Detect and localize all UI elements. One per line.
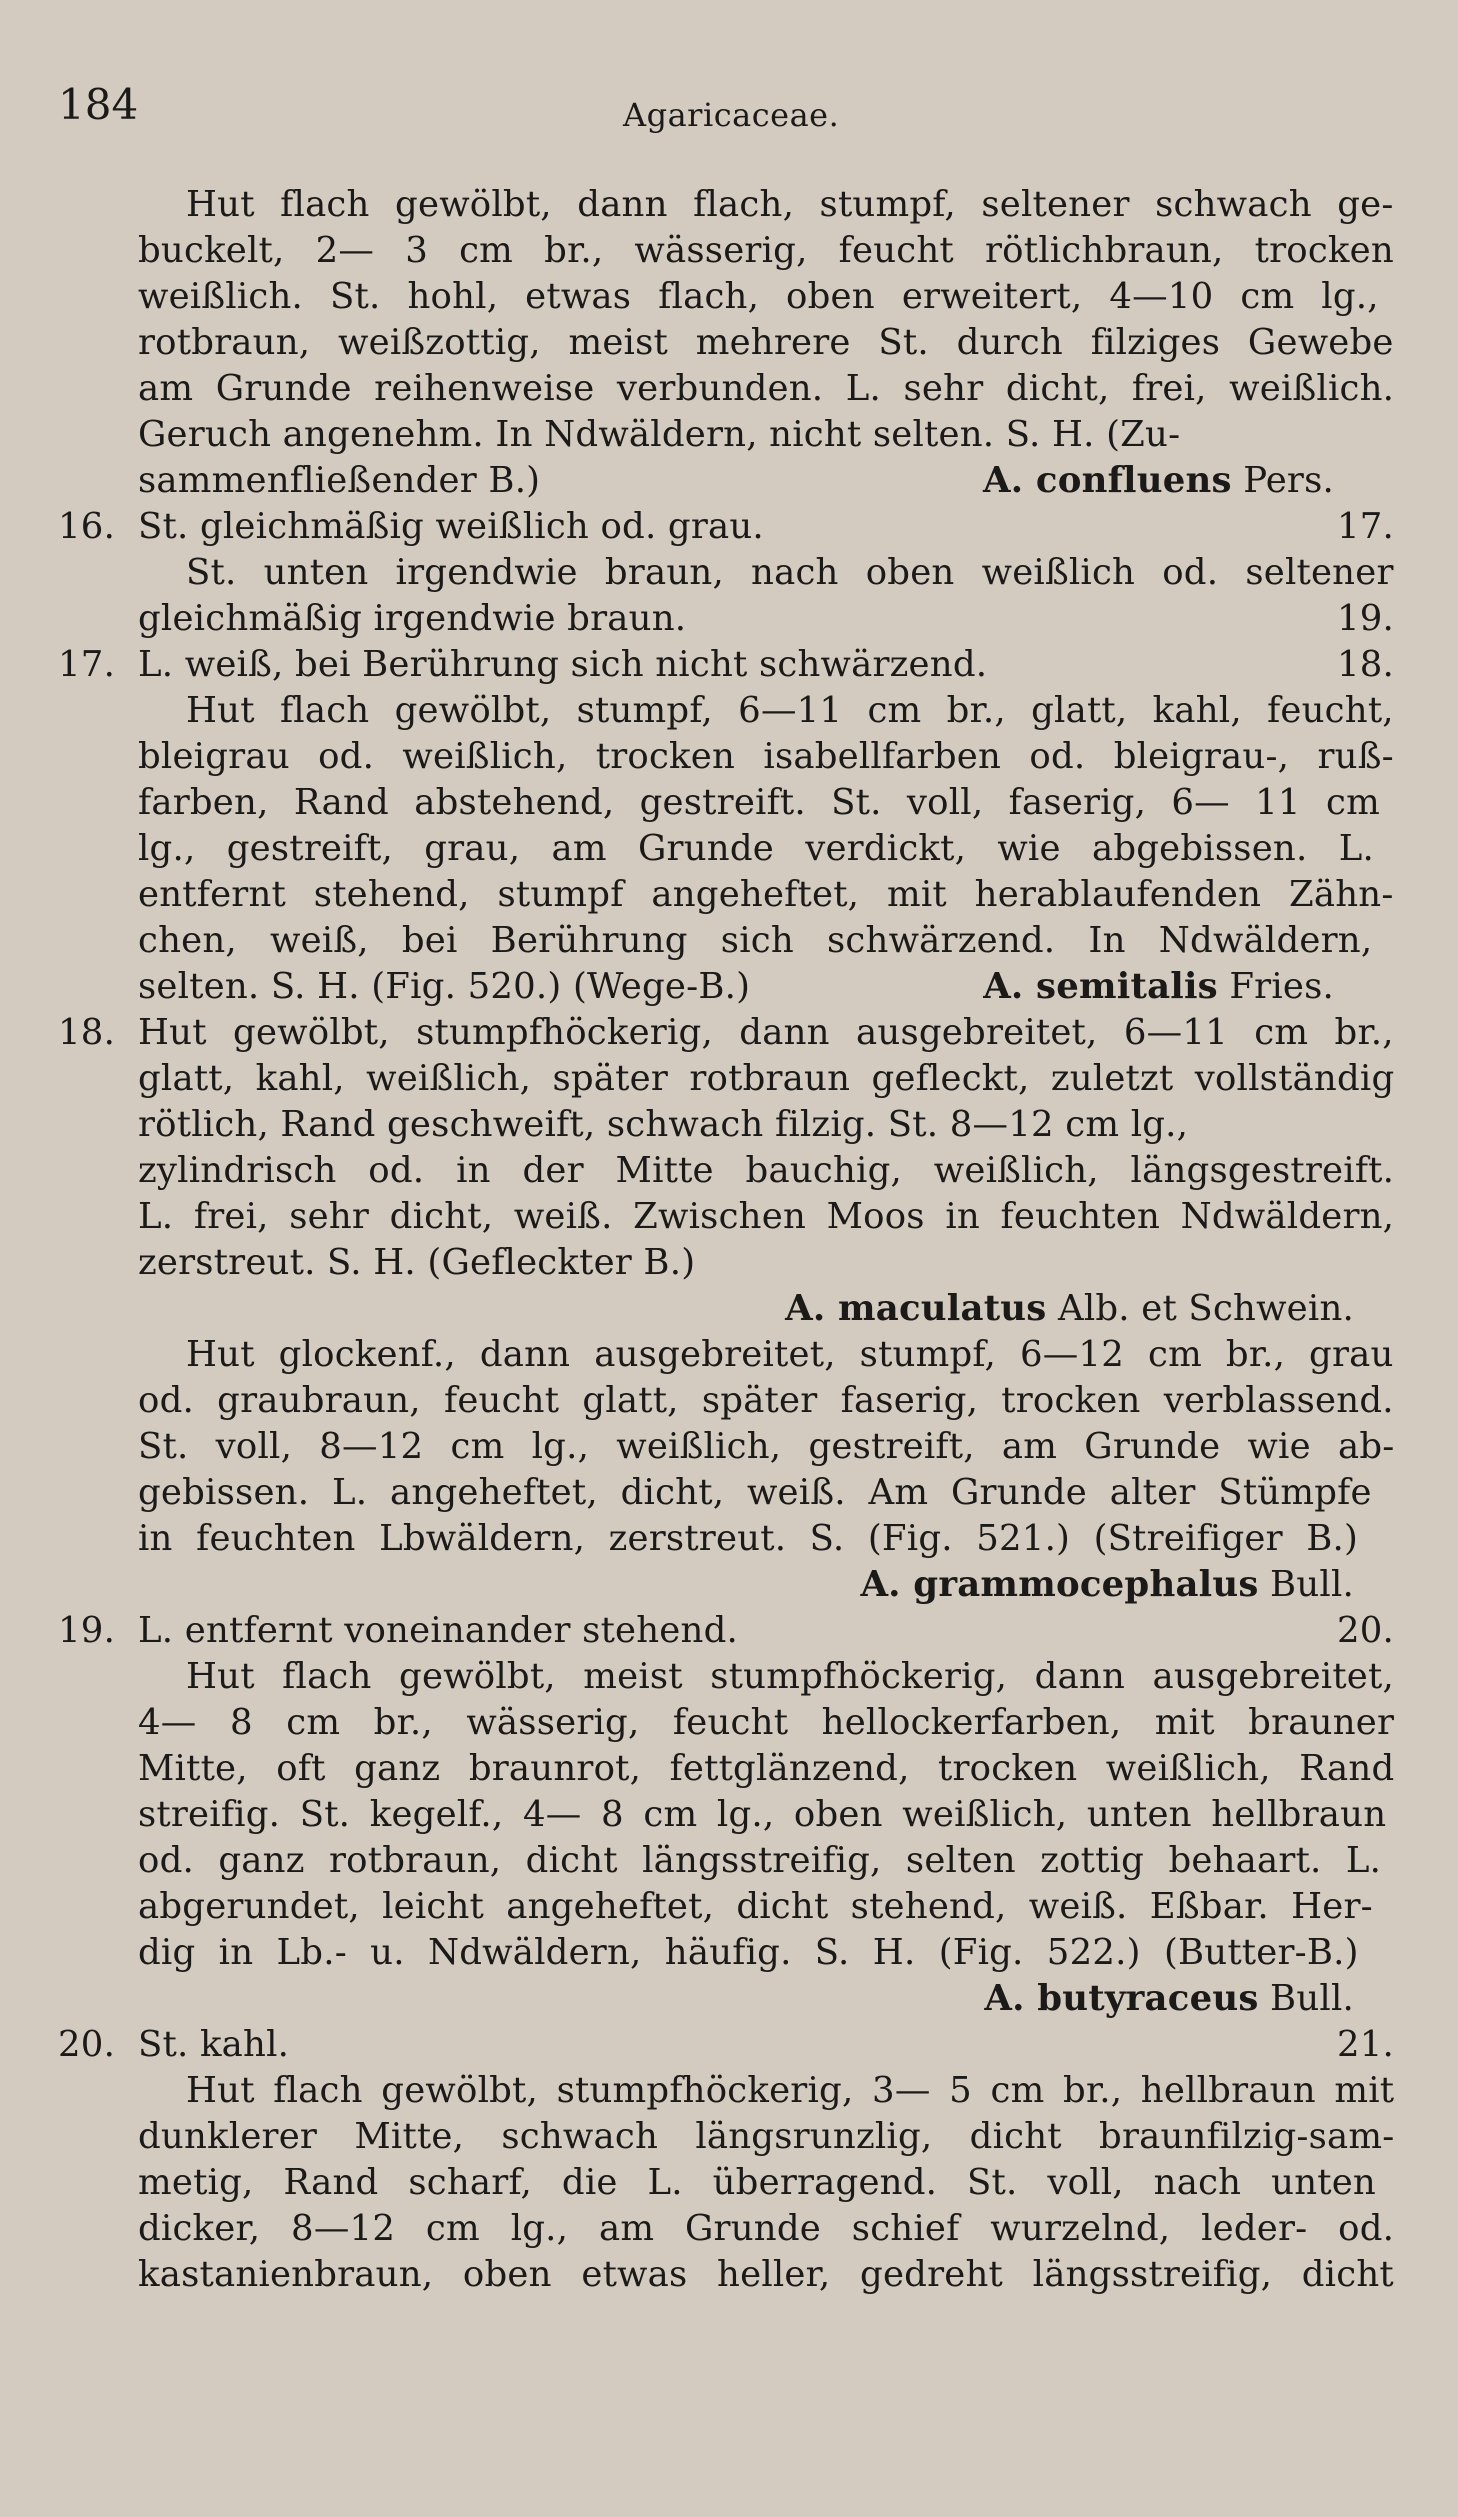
- text-line: [58, 1470, 1394, 1516]
- text-line: [58, 2206, 1394, 2252]
- line-text: entfernt stehend, stumpf angeheftet, mit herablaufenden Zähn-: [138, 874, 1394, 915]
- text-line: [58, 1194, 1394, 1240]
- line-text: gleichmäßig irgendwie braun.: [138, 598, 687, 639]
- line-text: Hut flach gewölbt, stumpfhöckerig, 3— 5 cm br., hellbraun mit: [186, 2070, 1395, 2111]
- line-text: od. graubraun, feucht glatt, später faserig, trocken verblassend.: [138, 1380, 1394, 1421]
- text-line: [58, 412, 1394, 458]
- text-line: [58, 504, 1394, 550]
- line-text: Hut gewölbt, stumpfhöckerig, dann ausgebreitet, 6—11 cm br.,: [138, 1012, 1394, 1053]
- species-epithet: A. grammocephalus: [860, 1564, 1259, 1605]
- text-line: [58, 1838, 1394, 1884]
- text-line: [58, 1654, 1394, 1700]
- species-author: Bull.: [1258, 1978, 1354, 2019]
- line-text: St. gleichmäßig weißlich od. grau.: [138, 506, 764, 547]
- line-text: chen, weiß, bei Berührung sich schwärzend. In Ndwäldern,: [138, 920, 1373, 961]
- text-line: [58, 826, 1394, 872]
- text-line: [58, 1240, 1394, 1286]
- species-name: [984, 1976, 1354, 2022]
- text-line: [58, 1976, 1394, 2022]
- text-line: [58, 1148, 1394, 1194]
- line-text: St. unten irgendwie braun, nach oben weißlich od. seltener: [186, 552, 1394, 593]
- reference-number: 19.: [1336, 598, 1394, 639]
- line-text: buckelt, 2— 3 cm br., wässerig, feucht rötlichbraun, trocken: [138, 230, 1394, 271]
- text-line: [58, 1516, 1394, 1562]
- species-epithet: A. butyraceus: [984, 1978, 1259, 2019]
- text-line: [58, 734, 1394, 780]
- line-text: selten. S. H. (Fig. 520.) (Wege-B.): [138, 966, 751, 1007]
- species-author: Alb. et Schwein.: [1046, 1288, 1354, 1329]
- line-text: St. voll, 8—12 cm lg., weißlich, gestreift, am Grunde wie ab-: [138, 1426, 1395, 1467]
- key-text: [58, 182, 1394, 2298]
- line-text: L. weiß, bei Berührung sich nicht schwärzend.: [138, 644, 988, 685]
- line-text: 4— 8 cm br., wässerig, feucht hellockerfarben, mit brauner: [138, 1702, 1395, 1743]
- species-author: Fries.: [1217, 966, 1334, 1007]
- text-line: [58, 550, 1394, 596]
- line-text: Hut flach gewölbt, stumpf, 6—11 cm br., glatt, kahl, feucht,: [186, 690, 1394, 731]
- text-line: [58, 182, 1394, 228]
- text-line: [58, 642, 1394, 688]
- line-text: St. kahl.: [138, 2024, 290, 2065]
- species-name: [983, 964, 1334, 1010]
- text-line: [58, 1792, 1394, 1838]
- text-line: [58, 1286, 1394, 1332]
- line-text: dig in Lb.- u. Ndwäldern, häufig. S. H. (Fig. 522.) (Butter-B.): [138, 1932, 1359, 1973]
- text-line: [58, 2160, 1394, 2206]
- line-text: bleigrau od. weißlich, trocken isabellfarben od. bleigrau-, ruß-: [138, 736, 1394, 777]
- text-line: [58, 274, 1394, 320]
- line-text: rötlich, Rand geschweift, schwach filzig. St. 8—12 cm lg.,: [138, 1104, 1189, 1145]
- line-text: farben, Rand abstehend, gestreift. St. voll, faserig, 6— 11 cm: [138, 782, 1380, 823]
- text-line: [58, 1378, 1394, 1424]
- text-line: [58, 1746, 1394, 1792]
- text-line: [58, 780, 1394, 826]
- text-line: [58, 1930, 1394, 1976]
- line-text: zerstreut. S. H. (Gefleckter B.): [138, 1242, 696, 1283]
- species-name: [983, 458, 1334, 504]
- species-epithet: A. maculatus: [785, 1288, 1047, 1329]
- line-text: gebissen. L. angeheftet, dicht, weiß. Am Grunde alter Stümpfe: [138, 1472, 1372, 1513]
- text-line: [58, 596, 1394, 642]
- species-name: [860, 1562, 1354, 1608]
- line-text: lg., gestreift, grau, am Grunde verdickt, wie abgebissen. L.: [138, 828, 1374, 869]
- running-head: Agaricaceae.: [623, 96, 840, 134]
- text-line: [58, 1102, 1394, 1148]
- reference-number: 17.: [1336, 506, 1394, 547]
- line-text: kastanienbraun, oben etwas heller, gedreht längsstreifig, dicht: [138, 2254, 1394, 2295]
- line-text: L. entfernt voneinander stehend.: [138, 1610, 738, 1651]
- line-text: weißlich. St. hohl, etwas flach, oben erweitert, 4—10 cm lg.,: [138, 276, 1379, 317]
- line-text: Hut glockenf., dann ausgebreitet, stumpf, 6—12 cm br., grau: [186, 1334, 1394, 1375]
- couplet-number: 19.: [58, 1610, 116, 1651]
- line-text: metig, Rand scharf, die L. überragend. St. voll, nach unten: [138, 2162, 1376, 2203]
- line-text: am Grunde reihenweise verbunden. L. sehr dicht, frei, weißlich.: [138, 368, 1395, 409]
- couplet-number: 16.: [58, 506, 116, 547]
- text-line: [58, 1562, 1394, 1608]
- line-text: Hut flach gewölbt, dann flach, stumpf, seltener schwach ge-: [186, 184, 1394, 225]
- line-text: Mitte, oft ganz braunrot, fettglänzend, trocken weißlich, Rand: [138, 1748, 1395, 1789]
- text-line: [58, 1608, 1394, 1654]
- line-text: od. ganz rotbraun, dicht längsstreifig, selten zottig behaart. L.: [138, 1840, 1382, 1881]
- text-line: [58, 872, 1394, 918]
- text-line: [58, 1010, 1394, 1056]
- text-line: [58, 964, 1394, 1010]
- text-line: [58, 688, 1394, 734]
- text-line: [58, 1884, 1394, 1930]
- text-line: [58, 2068, 1394, 2114]
- reference-number: 18.: [1336, 644, 1394, 685]
- line-text: rotbraun, weißzottig, meist mehrere St. durch filziges Gewebe: [138, 322, 1394, 363]
- line-text: zylindrisch od. in der Mitte bauchig, weißlich, längsgestreift.: [138, 1150, 1395, 1191]
- text-line: [58, 458, 1394, 504]
- line-text: sammenfließender B.): [138, 460, 541, 501]
- text-line: [58, 1700, 1394, 1746]
- page-header: [58, 80, 1396, 140]
- line-text: Geruch angenehm. In Ndwäldern, nicht selten. S. H. (Zu-: [138, 414, 1181, 455]
- line-text: abgerundet, leicht angeheftet, dicht stehend, weiß. Eßbar. Her-: [138, 1886, 1373, 1927]
- species-name: [785, 1286, 1354, 1332]
- line-text: dunklerer Mitte, schwach längsrunzlig, dicht braunfilzig-sam-: [138, 2116, 1395, 2157]
- species-epithet: A. semitalis: [983, 966, 1218, 1007]
- page-number: 184: [58, 80, 139, 129]
- text-line: [58, 2252, 1394, 2298]
- line-text: glatt, kahl, weißlich, später rotbraun gefleckt, zuletzt vollständig: [138, 1058, 1395, 1099]
- species-epithet: A. confluens: [983, 460, 1232, 501]
- text-line: [58, 228, 1394, 274]
- line-text: streifig. St. kegelf., 4— 8 cm lg., oben weißlich, unten hellbraun: [138, 1794, 1387, 1835]
- reference-number: 20.: [1336, 1610, 1394, 1651]
- text-line: [58, 2114, 1394, 2160]
- text-line: [58, 1424, 1394, 1470]
- text-line: [58, 2022, 1394, 2068]
- text-line: [58, 320, 1394, 366]
- line-text: Hut flach gewölbt, meist stumpfhöckerig, dann ausgebreitet,: [186, 1656, 1394, 1697]
- text-line: [58, 918, 1394, 964]
- line-text: in feuchten Lbwäldern, zerstreut. S. (Fig. 521.) (Streifiger B.): [138, 1518, 1359, 1559]
- couplet-number: 20.: [58, 2024, 116, 2065]
- line-text: dicker, 8—12 cm lg., am Grunde schief wurzelnd, leder- od.: [138, 2208, 1395, 2249]
- text-line: [58, 1332, 1394, 1378]
- species-author: Bull.: [1258, 1564, 1354, 1605]
- line-text: L. frei, sehr dicht, weiß. Zwischen Moos in feuchten Ndwäldern,: [138, 1196, 1395, 1237]
- species-author: Pers.: [1231, 460, 1334, 501]
- couplet-number: 17.: [58, 644, 116, 685]
- couplet-number: 18.: [58, 1012, 116, 1053]
- text-line: [58, 1056, 1394, 1102]
- reference-number: 21.: [1336, 2024, 1394, 2065]
- text-line: [58, 366, 1394, 412]
